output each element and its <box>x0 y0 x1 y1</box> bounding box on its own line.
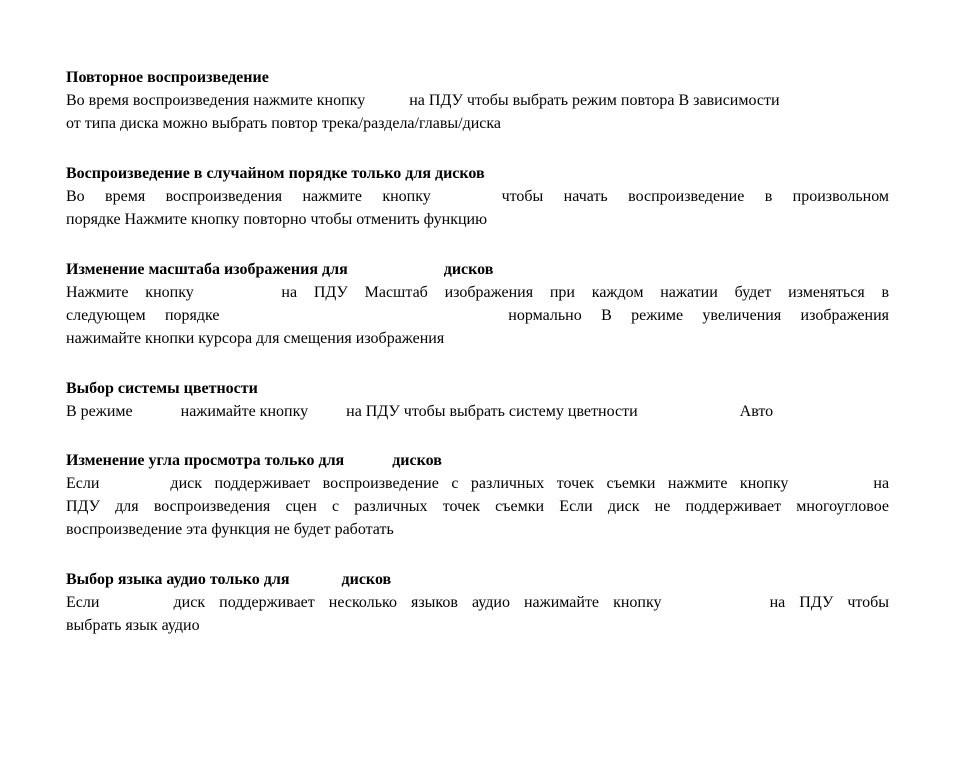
paragraph-line: ПДУ для воспроизведения сцен с различных точек съемки Если диск не поддерживает многоугловое <box>66 498 889 515</box>
paragraph-line: Если диск поддерживает воспроизведение с различных точек съемки нажмите кнопку на <box>66 475 890 492</box>
section-color-system <box>66 377 889 423</box>
section-repeat-playback <box>66 66 889 135</box>
section-heading: Повторное воспроизведение <box>66 69 269 86</box>
paragraph-line: порядке Нажмите кнопку повторно чтобы отменить функцию <box>66 211 488 228</box>
paragraph-line: Нажмите кнопку на ПДУ Масштаб изображения при каждом нажатии будет изменяться в <box>66 284 890 301</box>
section-viewing-angle <box>66 449 889 541</box>
paragraph-line: следующем порядке нормально В режиме увеличения изображения <box>66 307 890 324</box>
paragraph-line: Во время воспроизведения нажмите кнопку на ПДУ чтобы выбрать режим повтора В зависимости <box>66 92 780 109</box>
section-heading: Выбор языка аудио только для дисков <box>66 571 392 588</box>
paragraph-line: В режиме нажимайте кнопку на ПДУ чтобы выбрать систему цветности Авто <box>66 403 774 420</box>
section-heading: Воспроизведение в случайном порядке только для дисков <box>66 165 485 182</box>
section-random-playback <box>66 162 889 231</box>
paragraph-line: Если диск поддерживает несколько языков аудио нажимайте кнопку на ПДУ чтобы <box>66 594 890 611</box>
section-heading: Изменение угла просмотра только для дисков <box>66 452 442 469</box>
paragraph-line: Во время воспроизведения нажмите кнопку чтобы начать воспроизведение в произвольном <box>66 188 890 205</box>
paragraph-line: выбрать язык аудио <box>66 617 200 634</box>
section-audio-language <box>66 568 889 637</box>
section-zoom <box>66 258 889 350</box>
paragraph-line: от типа диска можно выбрать повтор трека/раздела/главы/диска <box>66 115 501 132</box>
section-heading: Изменение масштаба изображения для дисков <box>66 261 494 278</box>
section-heading: Выбор системы цветности <box>66 380 258 397</box>
paragraph-line: нажимайте кнопки курсора для смещения изображения <box>66 330 445 347</box>
paragraph-line: воспроизведение эта функция не будет работать <box>66 521 394 538</box>
